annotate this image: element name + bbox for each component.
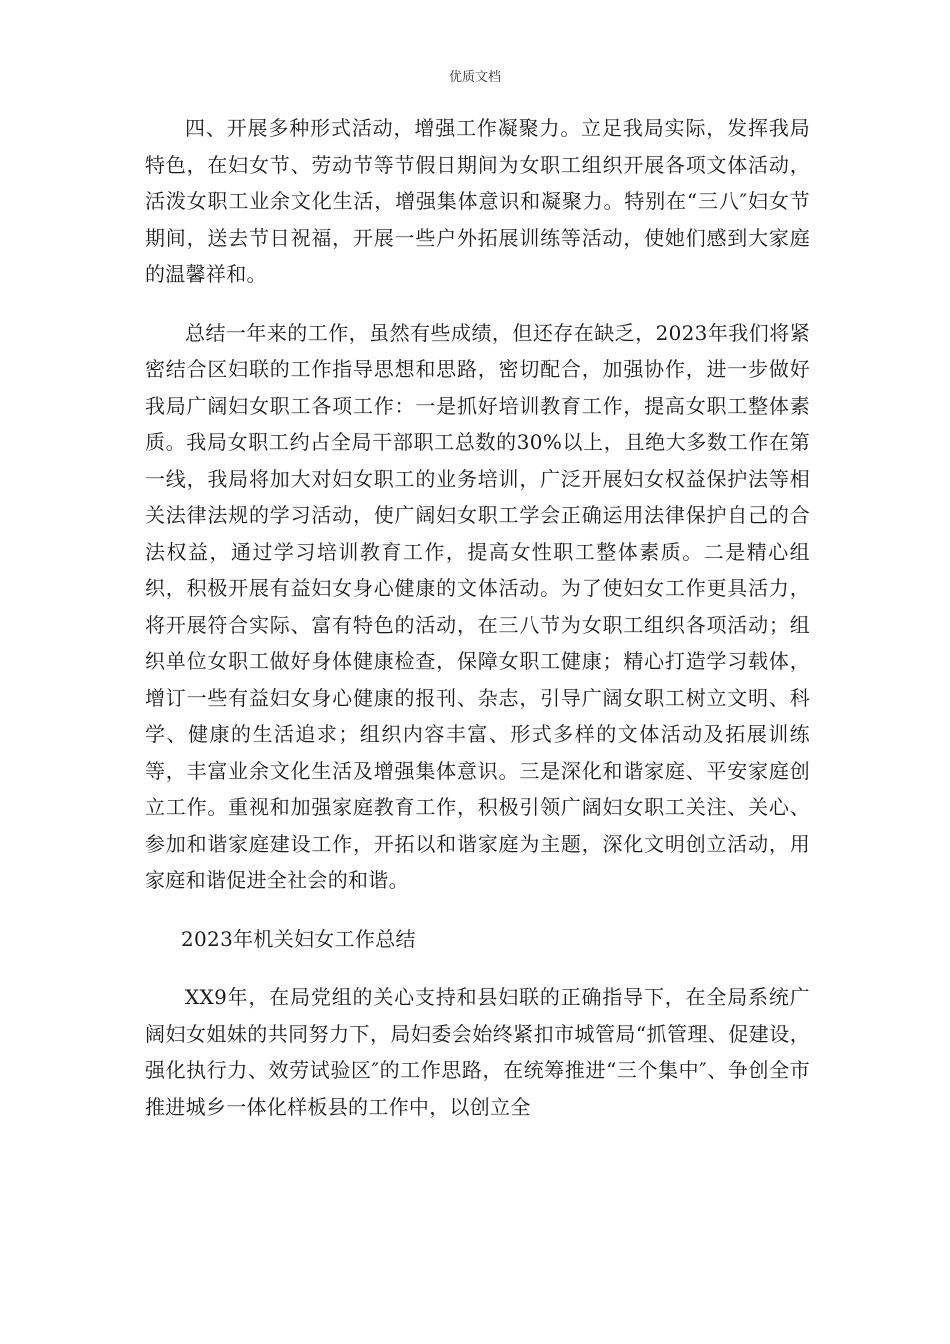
section-title: 2023年机关妇女工作总结 [181, 926, 416, 951]
page-header: 优质文档 [448, 70, 501, 85]
document-body [145, 110, 810, 1147]
paragraph-intro: XX9年，在局党组的关心支持和县妇联的正确指导下，在全局系统广阔妇女姐妹的共同努力下，局妇委会始终紧扣市城管局“抓管理、促建设，强化执行力、效劳试验区″的工作思路，在统筹推进“三个集中″、争创全市推进城乡一体化样板县的工作中，以创立全 [145, 985, 810, 1119]
paragraph-activities: 四、开展多种形式活动，增强工作凝聚力。立足我局实际，发挥我局特色，在妇女节、劳动节等节假日期间为女职工组织开展各项文体活动，活泼女职工业余文化生活，增强集体意识和凝聚力。特别在“三八″妇女节期间，送去节日祝福，开展一些户外拓展训练等活动，使她们感到大家庭的温馨祥和。 [145, 116, 810, 286]
paragraph-summary-plan: 总结一年来的工作，虽然有些成绩，但还存在缺乏，2023年我们将紧密结合区妇联的工作指导思想和思路，密切配合，加强协作，进一步做好我局广阔妇女职工各项工作：一是抓好培训教育工作，提高女职工整体素质。我局女职工约占全局干部职工总数的30%以上，且绝大多数工作在第一线，我局将加大对妇女职工的业务培训，广泛开展妇女权益保护法等相关法律法规的学习活动，使广阔妇女职工学会正确运用法律保护自己的合法权益，通过学习培训教育工作，提高女性职工整体素质。二是精心组织，积极开展有益妇女身心健康的文体活动。为了使妇女工作更具活力，将开展符合实际、富有特色的活动，在三八节为女职工组织各项活动；组织单位女职工做好身体健康检查，保障女职工健康；精心打造学习载体，增订一些有益妇女身心健康的报刊、杂志，引导广阔女职工树立文明、科学、健康的生活追求；组织内容丰富、形式多样的文体活动及拓展训练等，丰富业余文化生活及增强集体意识。三是深化和谐家庭、平安家庭创立工作。重视和加强家庭教育工作，积极引领广阔妇女职工关注、关心、参加和谐家庭建设工作，开拓以和谐家庭为主题，深化文明创立活动，用家庭和谐促进全社会的和谐。 [145, 320, 810, 892]
